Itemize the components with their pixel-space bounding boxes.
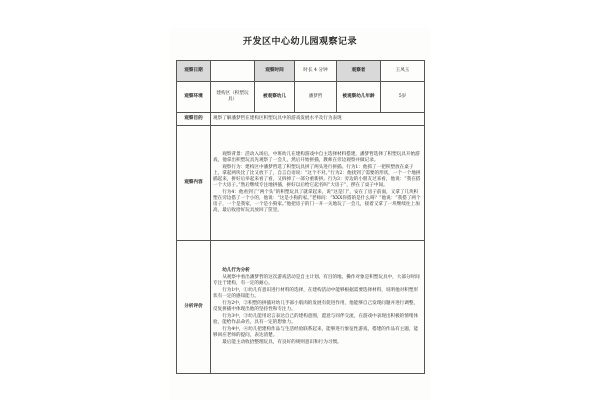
observed-child-label: 被观察幼儿 <box>255 82 295 113</box>
table-row <box>177 61 425 82</box>
child-age-value: 5岁 <box>381 82 425 113</box>
analysis-paragraph: 最后能主动收拾整理玩具，有良好的规则意识和行为习惯。 <box>222 339 342 345</box>
analysis-label: 分析评价 <box>177 241 211 374</box>
table-row <box>177 241 425 374</box>
analysis-paragraph: 行为2中，②积塑的拼插对幼儿手部小肌肉的发展有促进作用，他能够自己发现问题并进行调整，反复拼插中体现出他的坚持性和专注力。 <box>213 300 419 312</box>
observation-paragraph: 行为4：他看到了“两个头”的积塑玩具了就拿起来，说“这是门”，安在了房子前面，又拿了几块积塑在旁边搭了一个小的，他说：“这是小狗的家。”老师问：“XXX你搭的是什么呀？”他说：“我搭了两个房子，一个是我家，一个是小狗家。”他把房子的门一开一关地玩了一会儿，接着又拿了一块继续往上加高，最后收拾好玩具放回了筐里。 <box>213 189 421 213</box>
analysis-paragraph: 行为4中，④幼儿把建构作品与生活经验联系起来，能够进行象征性游戏，搭建的作品有主题，能够回应老师的提问，表达清楚。 <box>213 326 419 338</box>
analysis-content <box>211 241 425 374</box>
analysis-paragraph: 行为1中，①幼儿有意识进行材料的选择，在建构活动中能够根据需要选择材料，说明他对积塑形状有一定的感知能力。 <box>213 287 419 299</box>
observation-paragraph: 观察背景：活动入场后，中班幼儿在建构游戏中自主选择材料搭建，潘梦哲选择了积塑玩具开始游戏，他拿出积塑玩具先观察了一会儿，然后开始拼插，教师在旁边观察并做记录。 <box>213 151 420 163</box>
observation-paragraph: 观察行为：建构区中潘梦哲选了积塑玩具拼了两头进行拼插。行为1：他抓了一把积塑放在桌子上，拿起两块比了比又放下了，自言自语说：“这个不对。”行为2：他找到了需要的形状，一个一个地拼插起来，拼好后举起来看了看，又拆掉了一部分重新拼。行为3：旁边的小朋友过来看，他说：“我在搭一个大房子。”然后继续专注地拼插，拼好以后给它起名叫“大房子”，摆在了桌子中间。 <box>213 164 421 188</box>
environment-value: 建构区（积塑玩具） <box>211 82 255 113</box>
analysis-paragraph: 行为3中，③幼儿能用语言表达自己的建构意图，愿意与同伴交流，在游戏中表现出积极的情绪体验，能给作品命名，具有一定的想象力。 <box>213 313 419 325</box>
observation-record-sheet <box>170 28 430 400</box>
date-value <box>211 61 255 82</box>
time-value: 时长 4 分钟 <box>295 61 337 82</box>
analysis-subtitle: 幼儿行为分析 <box>222 267 250 273</box>
observed-child-value: 潘梦哲 <box>295 82 337 113</box>
table-row <box>177 113 425 126</box>
table-row <box>177 82 425 113</box>
table-row <box>177 126 425 241</box>
child-age-label: 被观察幼儿年龄 <box>337 82 381 113</box>
environment-label: 观察环境 <box>177 82 211 113</box>
observation-content <box>211 126 425 241</box>
observer-value: 王凤玉 <box>381 61 425 82</box>
goal-value: 观察了解潘梦哲在建构区积塑玩具中的游戏发展水平及行为表现 <box>211 113 425 126</box>
document-title: 开发区中心幼儿园观察记录 <box>242 37 357 47</box>
time-label: 观察时间 <box>255 61 295 82</box>
observer-label: 观察者 <box>337 61 381 82</box>
analysis-paragraph: 从观察中看出潘梦哲的这次游戏活动是自主计划、有目的地、操作对象是积塑玩具中，大部分时间专注于建构，有一定的耐心。 <box>213 274 420 286</box>
goal-label: 观察目的 <box>177 113 211 126</box>
date-label: 观察日期 <box>177 61 211 82</box>
observation-table <box>176 60 425 374</box>
observation-label: 观察内容 <box>177 126 211 241</box>
